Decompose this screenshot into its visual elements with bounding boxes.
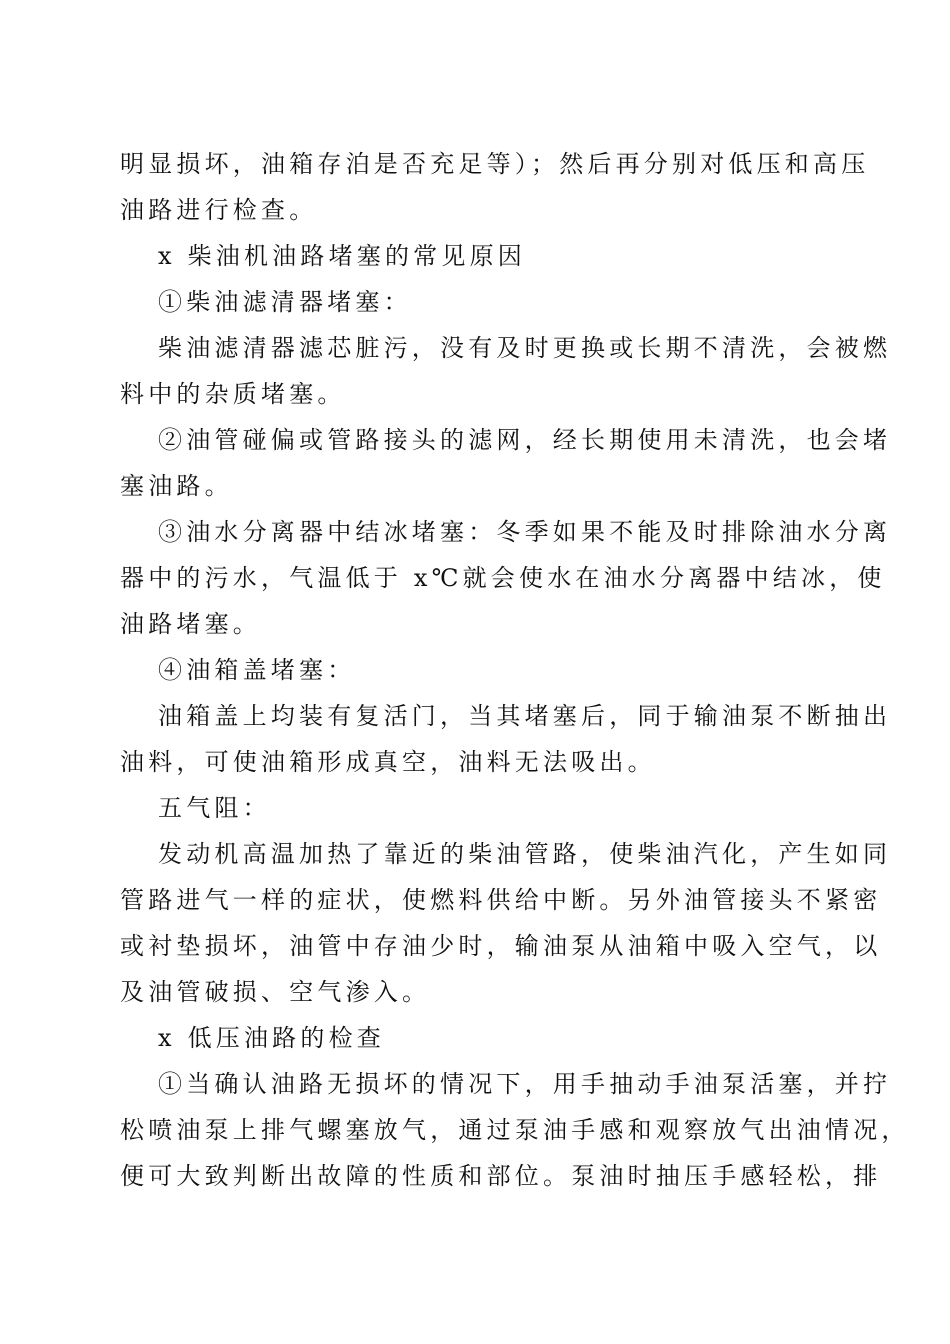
text-line: 发动机高温加热了靠近的柴油管路，使柴油汽化，产生如同 (158, 840, 892, 868)
text-line: 油料，可使油箱形成真空，油料无法吸出。 (120, 748, 656, 776)
list-item-heading: ④油箱盖堵塞： (158, 656, 356, 684)
list-item: ②油管碰偏或管路接头的滤网，经长期使用未清洗，也会堵 (158, 426, 892, 454)
text-line: 及油管破损、空气渗入。 (120, 978, 431, 1006)
text-line: 便可大致判断出故障的性质和部位。泵油时抽压手感轻松，排 (120, 1162, 882, 1190)
text-line: 管路进气一样的症状，使燃料供给中断。另外油管接头不紧密 (120, 886, 882, 914)
text-line: 油箱盖上均装有复活门，当其堵塞后，同于输油泵不断抽出 (158, 702, 892, 730)
section-heading: x 低压油路的检查 (158, 1024, 385, 1052)
text-line: 油路进行检查。 (120, 196, 318, 224)
list-item: ①当确认油路无损坏的情况下，用手抽动手油泵活塞，并拧 (158, 1070, 892, 1098)
list-item-heading: ①柴油滤清器堵塞： (158, 288, 412, 316)
text-line: 柴油滤清器滤芯脏污，没有及时更换或长期不清洗，会被燃 (158, 334, 892, 362)
text-line: 明显损坏，油箱存泊是否充足等）；然后再分别对低压和高压 (120, 150, 870, 178)
section-heading: 五气阻： (158, 794, 271, 822)
list-item: ③油水分离器中结冰堵塞：冬季如果不能及时排除油水分离 (158, 518, 892, 546)
section-heading: x 柴油机油路堵塞的常见原因 (158, 242, 526, 270)
text-line: 塞油路。 (120, 472, 233, 500)
text-line: 油路堵塞。 (120, 610, 261, 638)
text-line: 松喷油泵上排气螺塞放气，通过泵油手感和观察放气出油情况， (120, 1116, 910, 1144)
text-line: 器中的污水，气温低于 x℃就会使水在油水分离器中结冰，使 (120, 564, 886, 592)
text-line: 料中的杂质堵塞。 (120, 380, 346, 408)
text-line: 或衬垫损坏，油管中存油少时，输油泵从油箱中吸入空气，以 (120, 932, 882, 960)
